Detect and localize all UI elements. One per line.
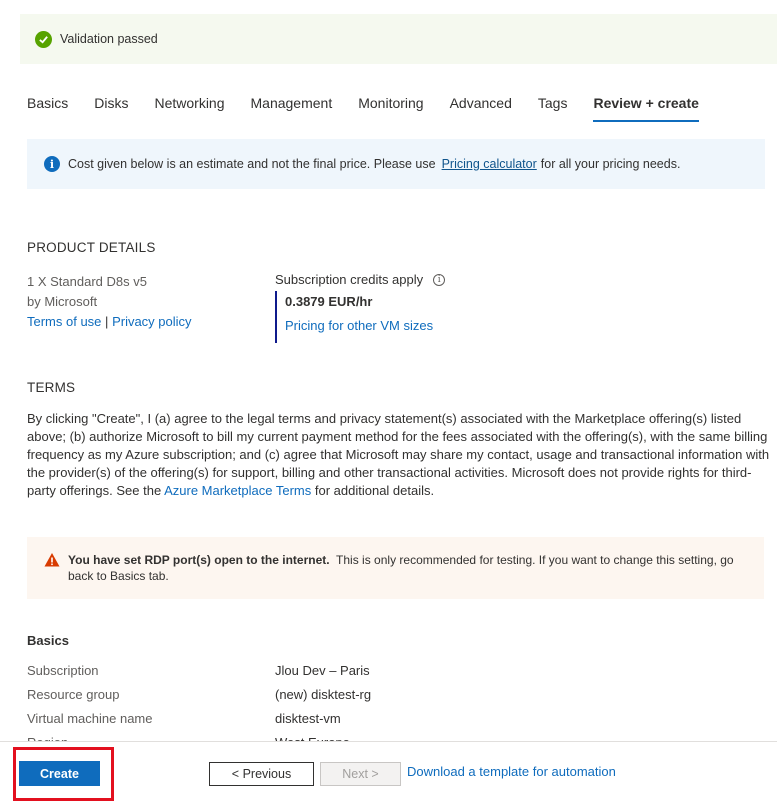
product-details-heading: PRODUCT DETAILS <box>27 240 156 255</box>
tab-networking[interactable]: Networking <box>154 95 225 111</box>
resource-group-label: Resource group <box>27 687 120 702</box>
warning-icon <box>44 552 60 568</box>
info-text: Cost given below is an estimate and not the final price. Please use <box>68 157 436 171</box>
basics-section-title: Basics <box>27 633 69 648</box>
info-icon: i <box>44 156 60 172</box>
info-tooltip-icon[interactable]: i <box>433 274 445 286</box>
vm-name-label: Virtual machine name <box>27 711 153 726</box>
tab-review-create[interactable]: Review + create <box>593 92 698 122</box>
next-button[interactable]: Next > <box>320 762 401 786</box>
product-name: 1 X Standard D8s v5 <box>27 274 147 289</box>
price-value: 0.3879 EUR/hr <box>285 294 373 309</box>
subscription-value: Jlou Dev – Paris <box>275 663 370 678</box>
terms-of-use-link[interactable]: Terms of use <box>27 314 102 329</box>
tab-basics[interactable]: Basics <box>27 95 69 111</box>
vm-name-value: disktest-vm <box>275 711 341 726</box>
tab-advanced[interactable]: Advanced <box>449 95 512 111</box>
wizard-tabs <box>27 92 725 122</box>
terms-body: By clicking "Create", I (a) agree to the legal terms and privacy statement(s) associated with the Marketplace offering(s) listed above; (b) authorize Microsoft to bill my current payment method for the fees associated with the offering(s), with the same billing frequency as my Azure subscription; and (c) agree that Microsoft may share my contact, usage and transactional information with the provider(s) of the offering(s) for support, billing and other transactional activities. Microsoft does not provide rights for third-party offerings. See the <box>27 411 770 498</box>
product-publisher: by Microsoft <box>27 294 98 309</box>
pricing-summary <box>275 272 445 343</box>
link-separator: | <box>105 314 109 329</box>
download-template-link[interactable]: Download a template for automation <box>407 764 616 779</box>
info-text-after: for all your pricing needs. <box>540 157 681 171</box>
tab-tags[interactable]: Tags <box>537 95 568 111</box>
create-button[interactable]: Create <box>19 761 100 786</box>
tab-disks[interactable]: Disks <box>94 95 129 111</box>
warning-bold: You have set RDP port(s) open to the internet. <box>68 553 330 567</box>
validation-text: Validation passed <box>60 32 158 46</box>
tab-management[interactable]: Management <box>250 95 333 111</box>
terms-body-after: for additional details. <box>314 483 435 498</box>
product-summary <box>27 272 192 332</box>
credits-label: Subscription credits apply <box>275 272 424 287</box>
privacy-policy-link[interactable]: Privacy policy <box>112 314 192 329</box>
checkmark-circle-icon <box>35 31 52 48</box>
warning-message <box>68 552 746 584</box>
tab-monitoring[interactable]: Monitoring <box>358 95 424 111</box>
price-box <box>275 291 445 343</box>
terms-text <box>27 410 772 500</box>
cost-info-bar <box>27 139 765 189</box>
rdp-warning-bar <box>27 537 764 599</box>
subscription-label: Subscription <box>27 663 99 678</box>
validation-banner <box>20 14 777 64</box>
other-vm-sizes-link[interactable]: Pricing for other VM sizes <box>285 318 434 333</box>
credits-row <box>275 272 445 287</box>
resource-group-value: (new) disktest-rg <box>275 687 372 702</box>
previous-button[interactable]: < Previous <box>209 762 314 786</box>
terms-heading: TERMS <box>27 380 76 395</box>
warning-text: This is only recommended for testing. If you want to change this setting, go back to Basics tab. <box>68 553 734 583</box>
marketplace-terms-link[interactable]: Azure Marketplace Terms <box>164 483 312 498</box>
pricing-calculator-link[interactable]: Pricing calculator <box>441 157 537 171</box>
